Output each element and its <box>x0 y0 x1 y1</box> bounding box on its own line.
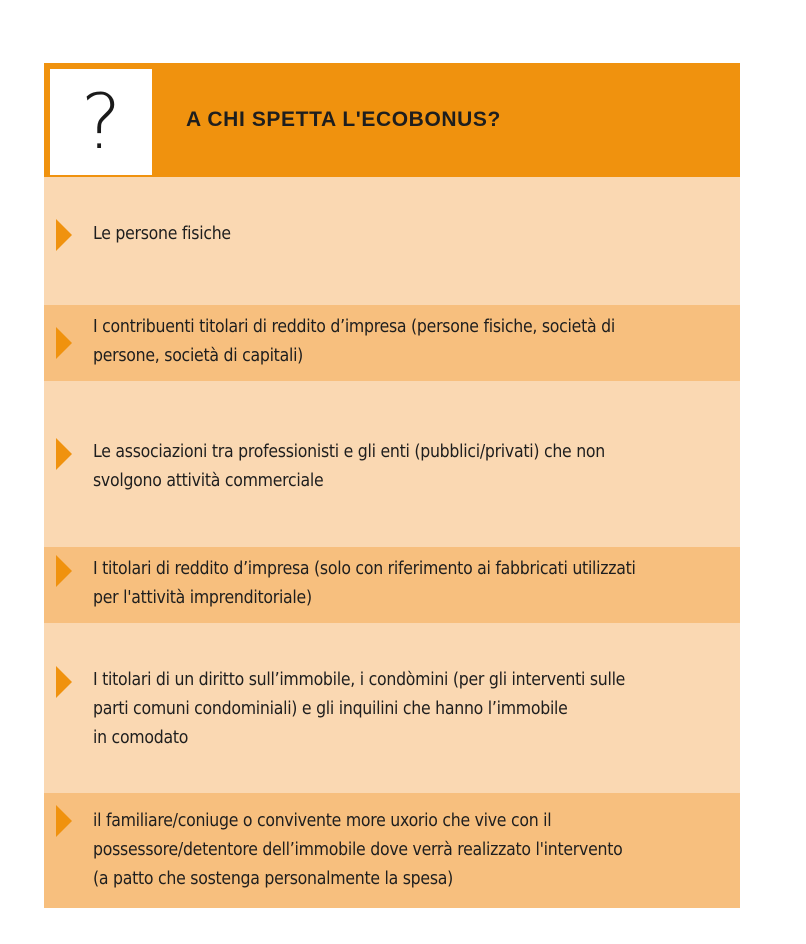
list-item-text: Le associazioni tra professionisti e gli enti (pubblici/privati) che non svolgono attività commerciale <box>93 442 606 491</box>
arrow-right-icon <box>56 327 72 359</box>
question-box <box>50 69 152 175</box>
card-header <box>44 63 740 177</box>
list-item <box>44 381 740 547</box>
arrow-right-icon <box>56 666 72 698</box>
arrow-right-icon <box>56 805 72 837</box>
list-item <box>44 547 740 623</box>
question-mark-icon: ? <box>80 77 122 166</box>
list-item <box>44 623 740 793</box>
card-title: A CHI SPETTA L'ECOBONUS? <box>186 108 501 131</box>
ecobonus-card <box>44 63 740 908</box>
arrow-right-icon <box>56 438 72 470</box>
list-item-text: I titolari di un diritto sull’immobile, i condòmini (per gli interventi sulle parti comuni condominiali) e gli inquilini che hanno l’immobile in comodato <box>93 670 626 748</box>
list-item-text: Le persone fisiche <box>93 224 231 244</box>
list-item <box>44 793 740 908</box>
list-item-text: I contribuenti titolari di reddito d’impresa (persone fisiche, società di persone, società di capitali) <box>93 317 615 366</box>
list-item <box>44 305 740 381</box>
arrow-right-icon <box>56 555 72 587</box>
list-item-text: I titolari di reddito d’impresa (solo con riferimento ai fabbricati utilizzati per l'attività imprenditoriale) <box>93 559 636 608</box>
list-item-text: il familiare/coniuge o convivente more uxorio che vive con il possessore/detentore dell’immobile dove verrà realizzato l'intervento (a patto che sostenga personalmente la spesa) <box>93 811 623 889</box>
list-item <box>44 177 740 305</box>
arrow-right-icon <box>56 219 72 251</box>
